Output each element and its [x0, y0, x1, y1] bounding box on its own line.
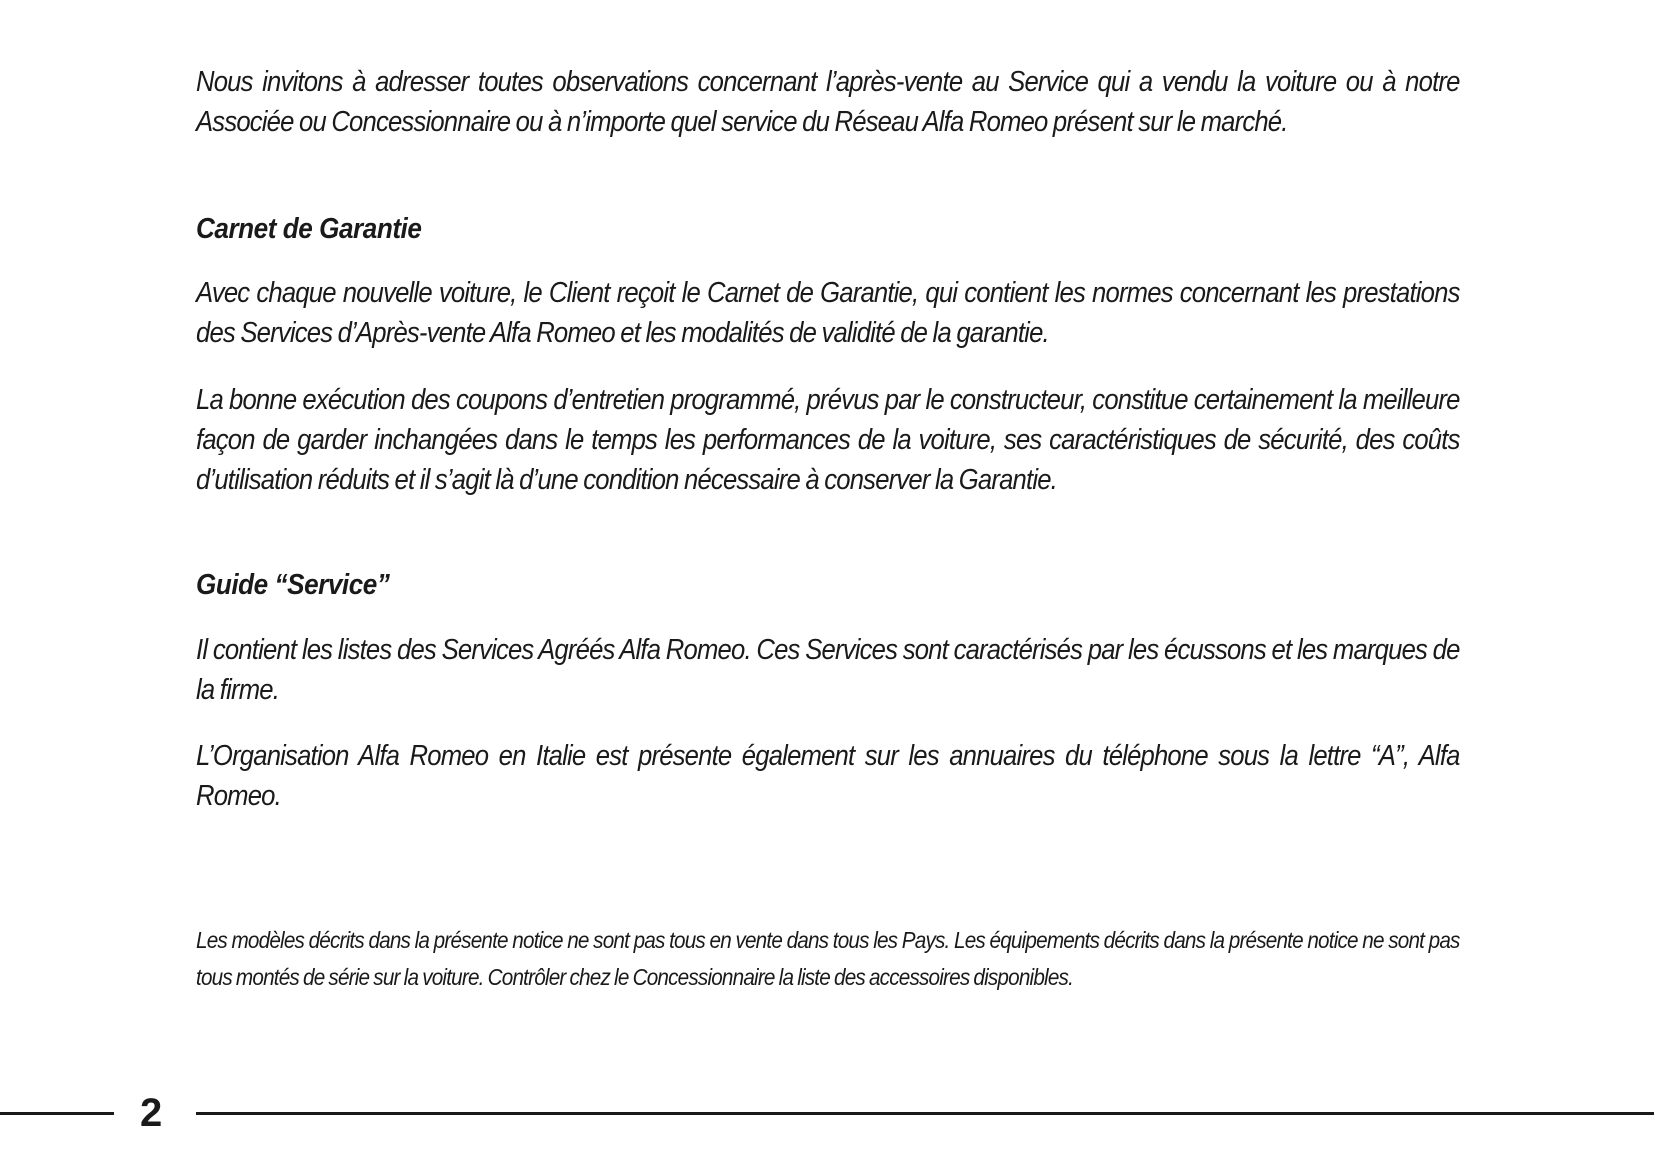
service-guide-heading: Guide “Service” — [196, 569, 390, 601]
page-number: 2 — [140, 1091, 163, 1135]
service-guide-paragraph-1: Il contient les listes des Services Agréés Alfa Romeo. Ces Services sont caractérisés par les écussons et les marques de la firme. — [196, 634, 1460, 706]
warranty-paragraph-2: La bonne exécution des coupons d’entretien programmé, prévus par le constructeur, constitue certainement la meilleure façon de garder inchangées dans le temps les performances de la voiture, ses caractéristiques de sécurité, des coûts d’utilisation réduits et il s’agit là d’une condition nécessaire à conserver la Garantie. — [196, 384, 1460, 496]
service-guide-paragraph-2: L’Organisation Alfa Romeo en Italie est présente également sur les annuaires du téléphone sous la lettre “A”, Alfa Romeo. — [196, 740, 1460, 812]
warranty-heading: Carnet de Garantie — [196, 213, 422, 245]
footnote: Les modèles décrits dans la présente notice ne sont pas tous en vente dans tous les Pays. Les équipements décrits dans la présente notice ne sont pas tous montés de série sur la voiture. Contrôler chez le Concessionnaire la liste des accessoires disponibles. — [196, 927, 1460, 990]
footer-rule-right — [196, 1112, 1654, 1115]
intro-paragraph: Nous invitons à adresser toutes observations concernant l’après-vente au Service qui a vendu la voiture ou à notre Associée ou Concessionnaire ou à n’importe quel service du Réseau Alfa Romeo présent sur le marché. — [196, 66, 1460, 138]
footer-rule-left — [0, 1112, 114, 1115]
warranty-paragraph-1: Avec chaque nouvelle voiture, le Client reçoit le Carnet de Garantie, qui contient les normes concernant les prestations des Services d’Après-vente Alfa Romeo et les modalités de validité de la garantie. — [196, 277, 1460, 349]
